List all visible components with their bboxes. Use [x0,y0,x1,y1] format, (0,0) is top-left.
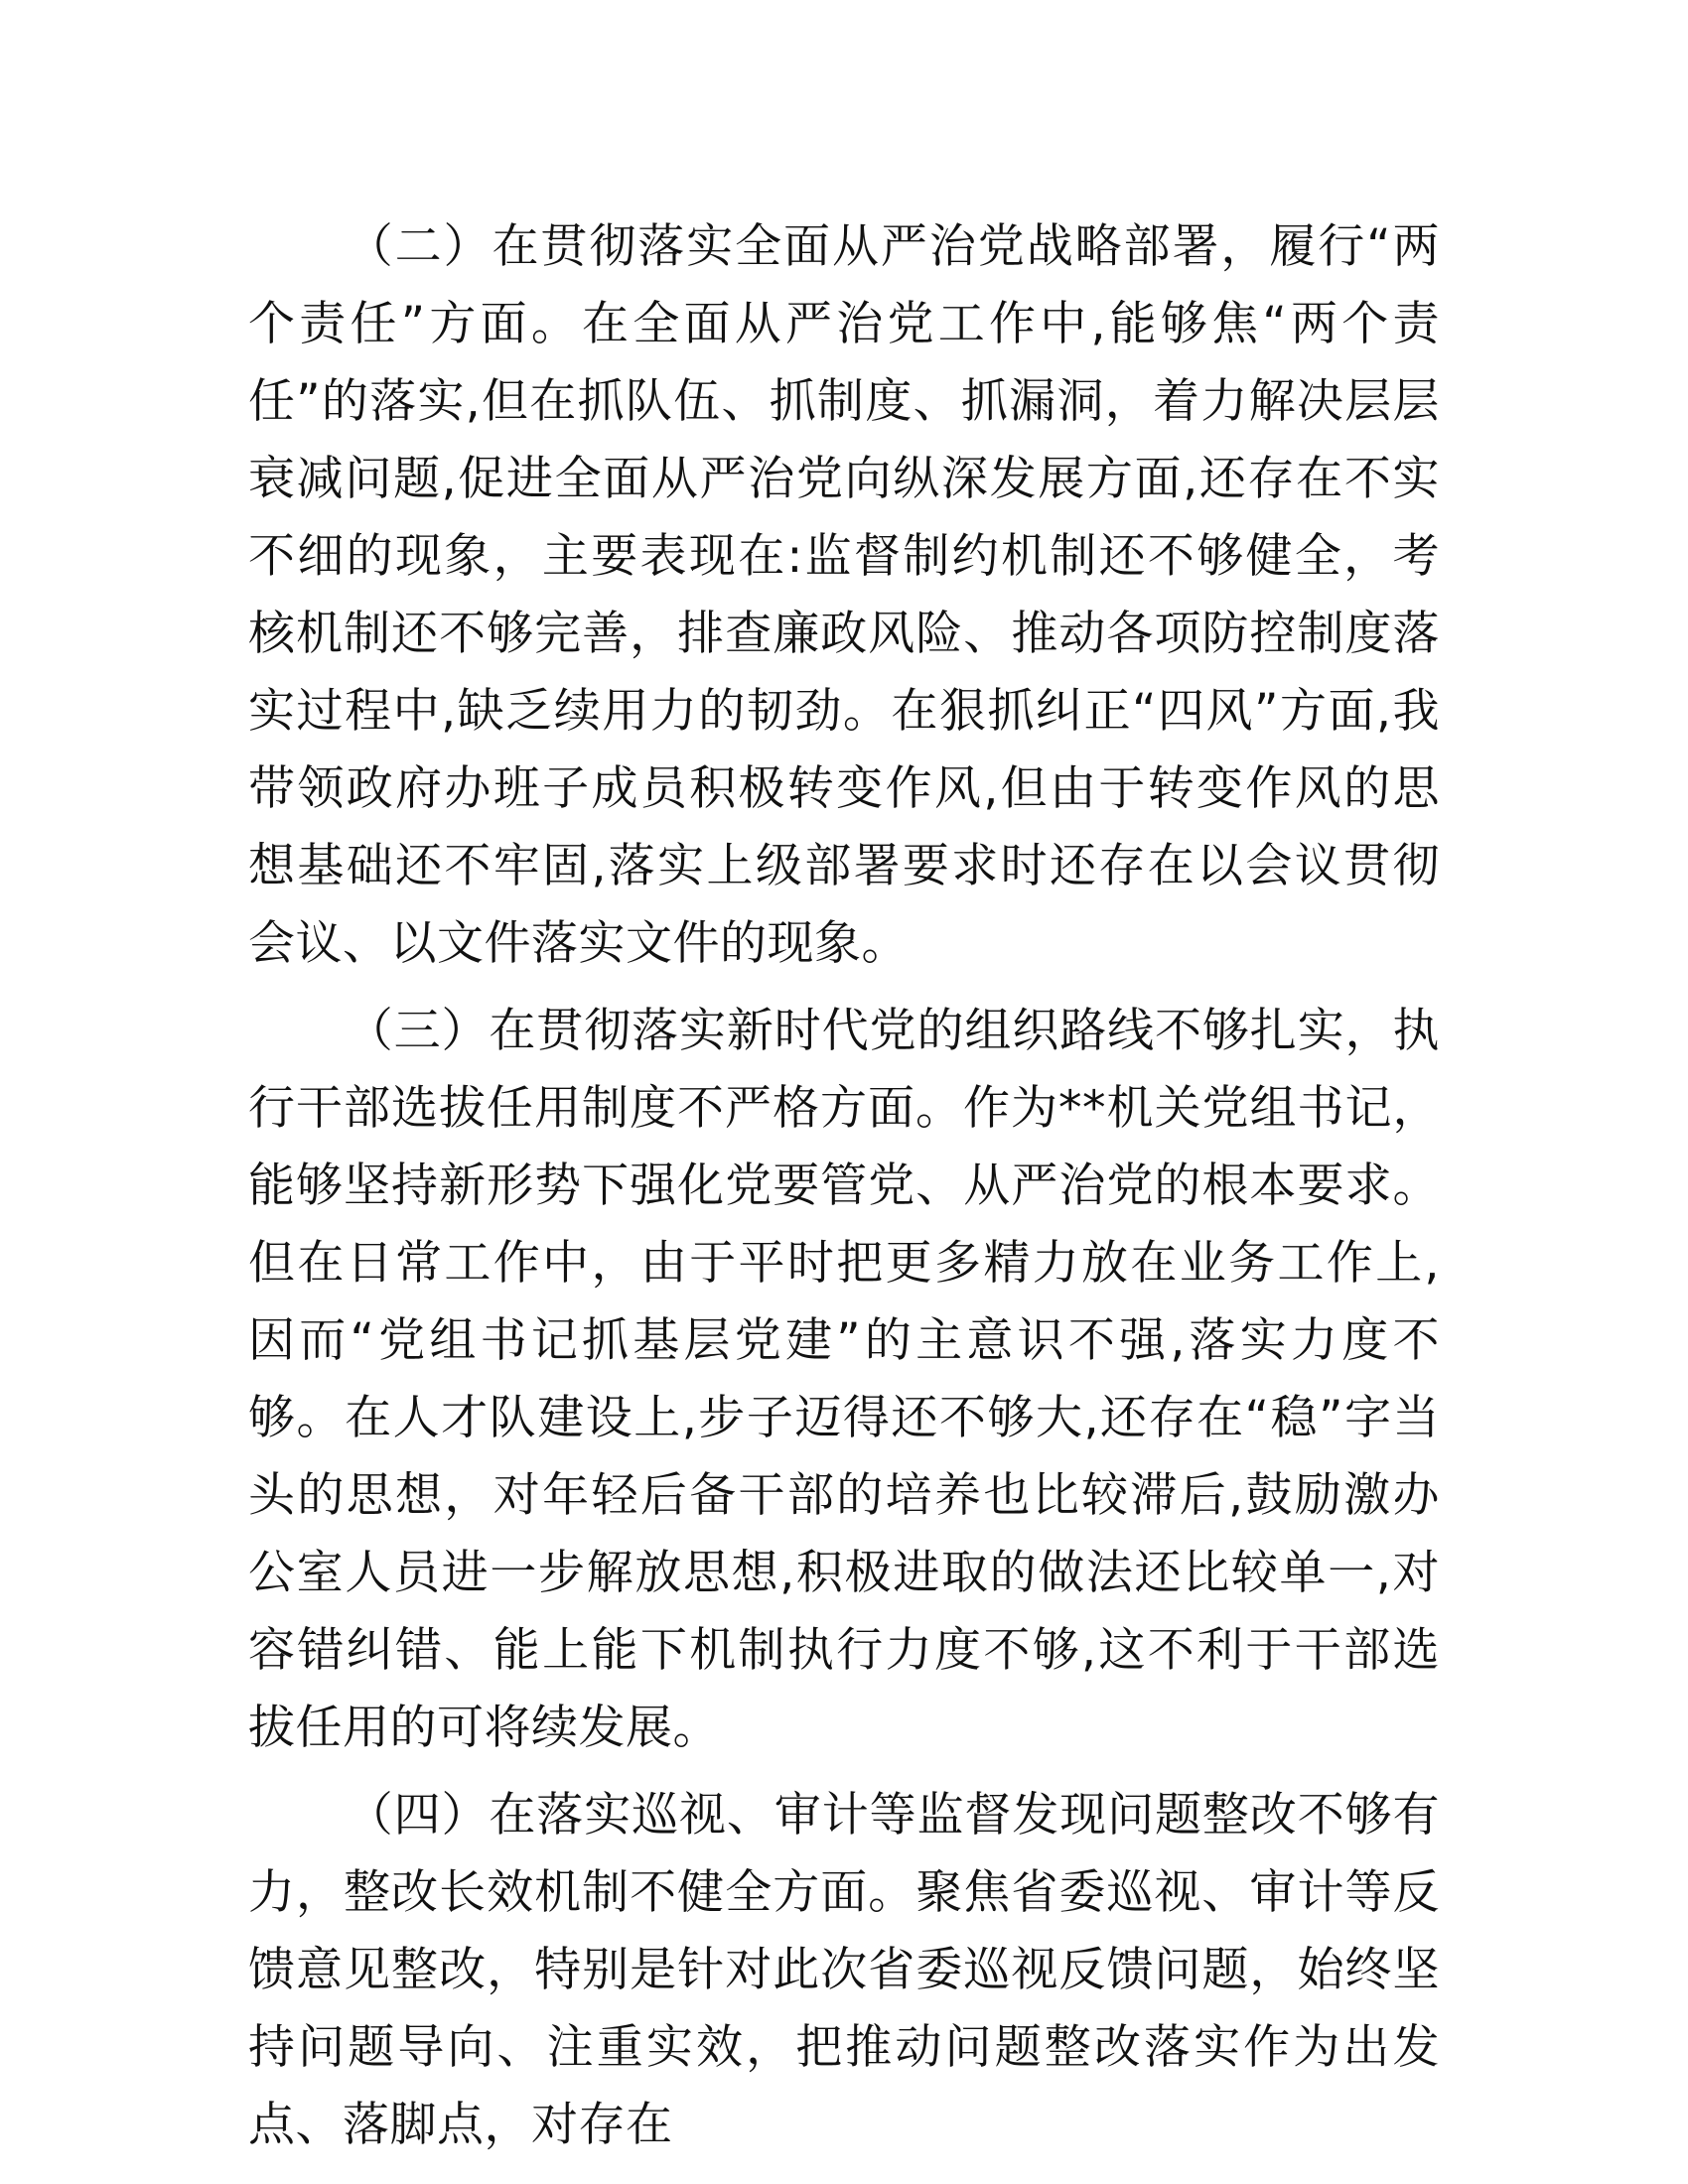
paragraph-2: （二）在贯彻落实全面从严治党战略部署，履行“两个责任”方面。在全面从严治党工作中,能够焦“两个责任”的落实,但在抓队伍、抓制度、抓漏洞，着力解决层层衰减问题,促进全面从严治党向纵深发展方面,还存在不实不细的现象，主要表现在:监督制约机制还不够健全，考核机制还不够完善，排查廉政风险、推动各项防控制度落实过程中,缺乏续用力的韧劲。在狠抓纠正“四风”方面,我带领政府办班子成员积极转变作风,但由于转变作风的思想基础还不牢固,落实上级部署要求时还存在以会议贯彻会议、以文件落实文件的现象。 [248,219,1440,971]
paragraph-3: （三）在贯彻落实新时代党的组织路线不够扎实，执行干部选拔任用制度不严格方面。作为**机关党组书记，能够坚持新形势下强化党要管党、从严治党的根本要求。但在日常工作中，由于平时把更多精力放在业务工作上,因而“党组书记抓基层党建”的主意识不强,落实力度不够。在人才队建设上,步子迈得还不够大,还存在“稳”字当头的思想，对年轻后备干部的培养也比较滞后,鼓励激办公室人员进一步解放思想,积极进取的做法还比较单一,对容错纠错、能上能下机制执行力度不够,这不利于干部选拔任用的可将续发展。 [248,1004,1440,1755]
paragraph-4: （四）在落实巡视、审计等监督发现问题整改不够有力，整改长效机制不健全方面。聚焦省委巡视、审计等反馈意见整改，特别是针对此次省委巡视反馈问题，始终坚持问题导向、注重实效，把推动问题整改落实作为出发点、落脚点，对存在 [248,1788,1440,2152]
document-body [248,208,1440,2174]
